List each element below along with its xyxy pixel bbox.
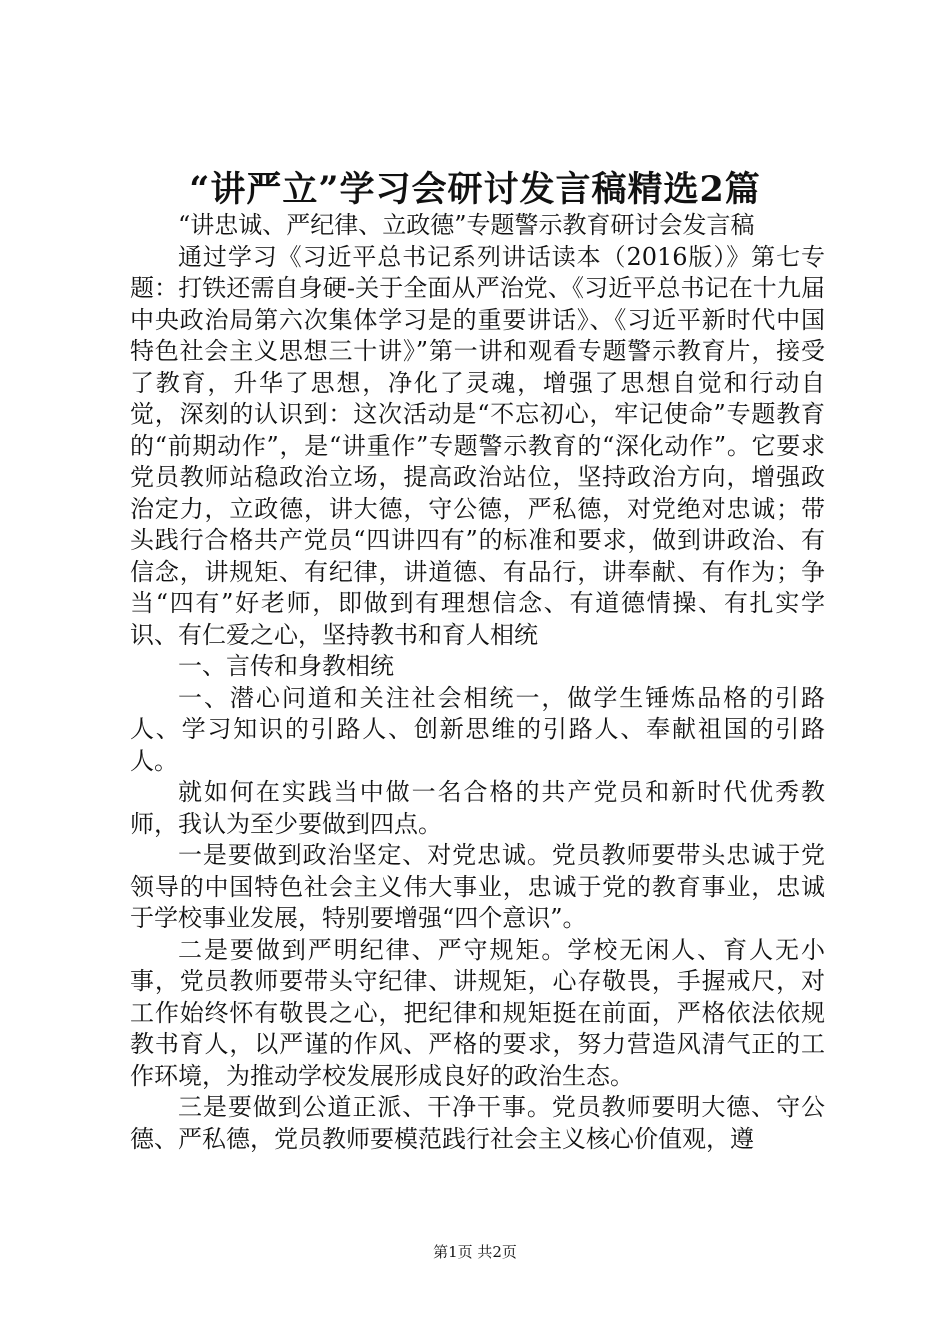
document-body xyxy=(130,210,825,1155)
document-title: “讲严立”学习会研讨发言稿精选2篇 xyxy=(189,169,761,210)
section-heading: 一、言传和身教相统 xyxy=(178,652,394,680)
page-footer: 第1页 共2页 xyxy=(433,1243,517,1261)
paragraph: 就如何在实践当中做一名合格的共产党员和新时代优秀教师，我认为至少要做到四点。 xyxy=(130,778,825,838)
paragraph: 二是要做到严明纪律、严守规矩。学校无闲人、育人无小事，党员教师要带头守纪律、讲规矩，心存敬畏，手握戒尺，对工作始终怀有敬畏之心，把纪律和规矩挺在前面，严格依法依规教书育人，以严谨的作风、严格的要求，努力营造风清气正的工作环境，为推动学校发展形成良好的政治生态。 xyxy=(130,935,825,1090)
paragraph: 通过学习《习近平总书记系列讲话读本（2016版）》第七专题：打铁还需自身硬-关于全面从严治党、《习近平总书记在十九届中央政治局第六次集体学习是的重要讲话》、《习近平新时代中国特色社会主义思想三十讲》”第一讲和观看专题警示教育片，接受了教育，升华了思想，净化了灵魂，增强了思想自觉和行动自觉，深刻的认识到：这次活动是“不忘初心，牢记使命”专题教育的“前期动作”，是“讲重作”专题警示教育的“深化动作”。它要求党员教师站稳政治立场，提高政治站位，坚持政治方向，增强政治定力，立政德，讲大德，守公德，严私德，对党绝对忠诚；带头践行合格共产党员“四讲四有”的标准和要求，做到讲政治、有信念，讲规矩、有纪律，讲道德、有品行，讲奉献、有作为；争当“四有”好老师，即做到有理想信念、有道德情操、有扎实学识、有仁爱之心，坚持教书和育人相统 xyxy=(130,242,825,649)
paragraph: 三是要做到公道正派、干净干事。党员教师要明大德、守公德、严私德，党员教师要模范践行社会主义核心价值观，遵 xyxy=(130,1093,825,1153)
paragraph-subtitle: “讲忠诚、严纪律、立政德”专题警示教育研讨会发言稿 xyxy=(178,211,755,239)
paragraph: 一、潜心问道和关注社会相统一，做学生锤炼品格的引路人、学习知识的引路人、创新思维的引路人、奉献祖国的引路人。 xyxy=(130,683,825,775)
paragraph: 一是要做到政治坚定、对党忠诚。党员教师要带头忠诚于党领导的中国特色社会主义伟大事业，忠诚于党的教育事业，忠诚于学校事业发展，特别要增强“四个意识”。 xyxy=(130,841,825,932)
